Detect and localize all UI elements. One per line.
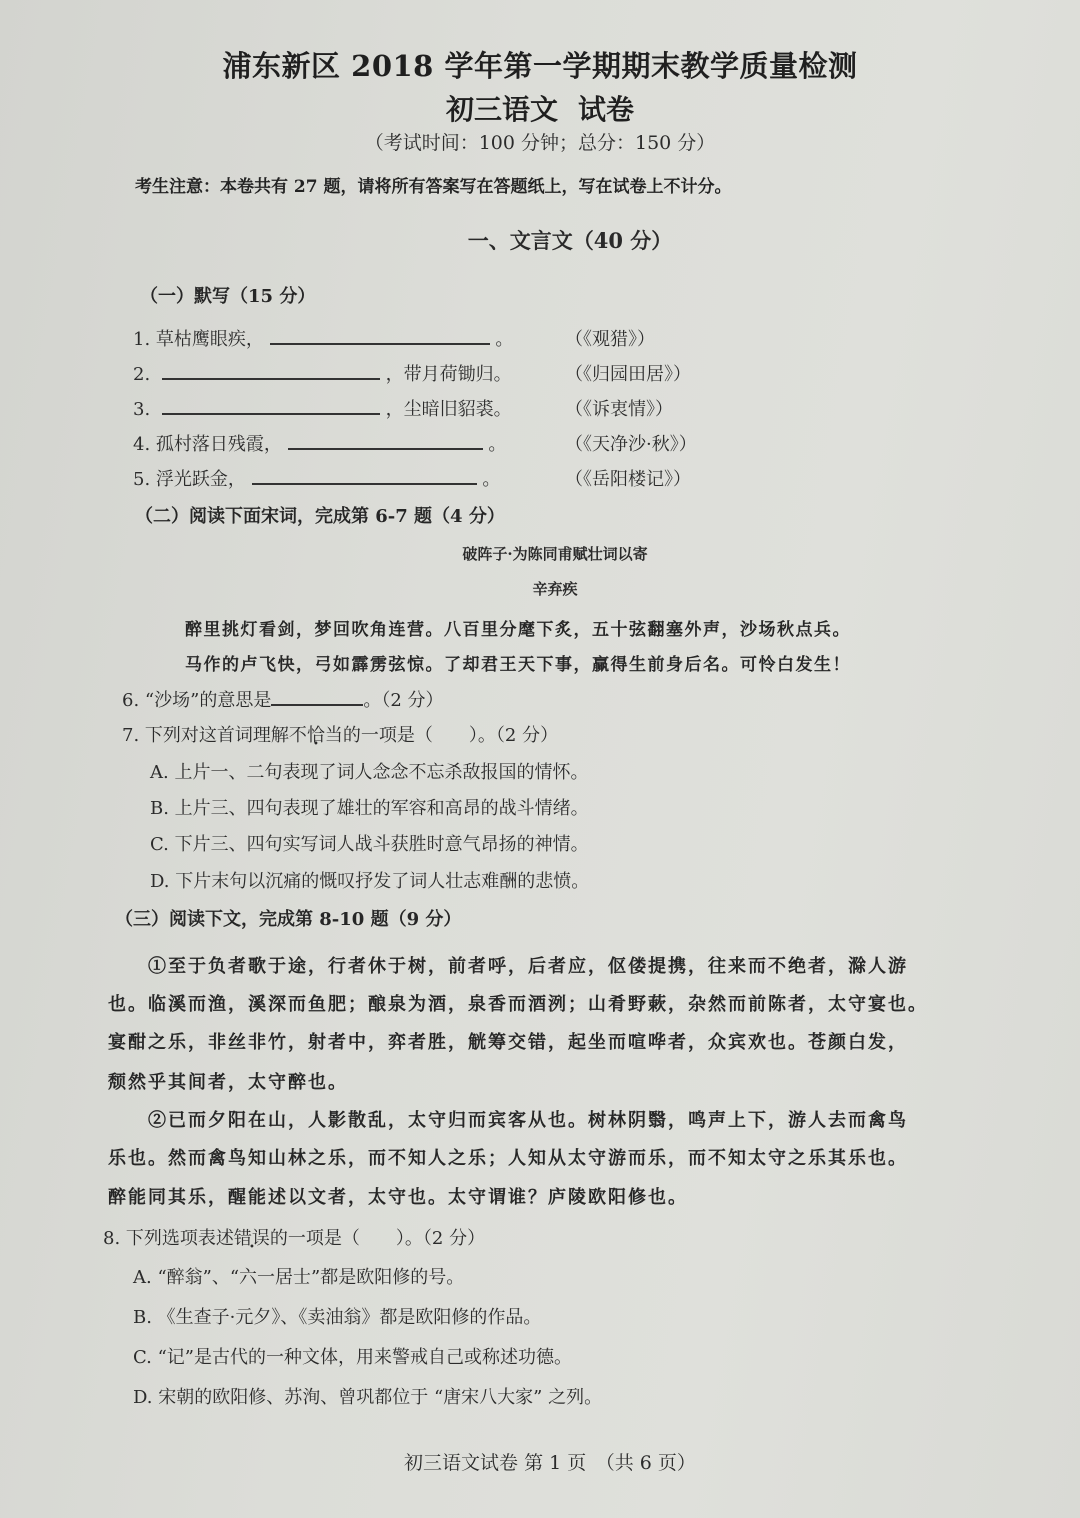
passage-line: ②已而夕阳在山，人影散乱，太守归而宾客从也。树林阴翳，鸣声上下，游人去而禽鸟	[148, 1110, 908, 1131]
passage-line: 乐也。然而禽鸟知山林之乐，而不知人之乐；人知从太守游而乐，而不知太守之乐其乐也。	[108, 1148, 908, 1169]
passage-line: 宴酣之乐，非丝非竹，射者中，弈者胜，觥筹交错，起坐而喧哗者，众宾欢也。苍颜白发，	[108, 1032, 908, 1053]
answer-blank	[162, 362, 380, 380]
poem-author: 辛弃疾	[532, 580, 578, 598]
answer-blank	[162, 397, 380, 415]
poem-line: 马作的卢飞快，弓如霹雳弦惊。了却君王天下事，赢得生前身后名。可怜白发生！	[185, 655, 851, 675]
passage-line: ①至于负者歌于途，行者休于树，前者呼，后者应，伛偻提携，往来而不绝者，滁人游	[148, 956, 908, 977]
source: （《岳阳楼记》）	[565, 469, 691, 490]
dictation-item-4: 4. 孤村落日残霞， 。	[133, 434, 507, 455]
option-b: B. 《生查子·元夕》、《卖油翁》都是欧阳修的作品。	[133, 1307, 542, 1328]
option-d: D. 下片末句以沉痛的慨叹抒发了词人壮志难酬的悲愤。	[150, 871, 590, 892]
answer-blank	[288, 432, 483, 450]
question-8: 8. 下列选项表述错误的一项是（ ）。（2 分）	[103, 1228, 486, 1249]
candidate-notice: 考生注意：本卷共有 27 题，请将所有答案写在答题纸上，写在试卷上不计分。	[135, 177, 732, 197]
emphasized-text: 不恰当	[288, 725, 343, 746]
answer-blank	[271, 688, 363, 706]
paper-label: 试卷	[578, 93, 635, 126]
dictation-item-5: 5. 浮光跃金， 。	[133, 469, 501, 490]
poem-title: 破阵子·为陈同甫赋壮词以寄	[462, 545, 648, 563]
exam-title: 浦东新区 2018 学年第一学期期末教学质量检测	[222, 49, 858, 83]
source: （《天净沙·秋》）	[565, 434, 697, 455]
passage-line: 颓然乎其间者，太守醉也。	[108, 1072, 348, 1093]
option-c: C. “记”是古代的一种文体，用来警戒自己或称述功德。	[133, 1347, 572, 1368]
page-footer: 初三语文试卷 第 1 页 （共 6 页）	[404, 1452, 696, 1474]
passage-line: 也。临溪而渔，溪深而鱼肥；酿泉为酒，泉香而酒洌；山肴野蔌，杂然而前陈者，太守宴也。	[108, 994, 928, 1015]
option-b: B. 上片三、四句表现了雄壮的军容和高昂的战斗情绪。	[150, 798, 589, 819]
part3-heading: （三）阅读下文，完成第 8-10 题（9 分）	[115, 909, 462, 930]
option-c: C. 下片三、四句实写词人战斗获胜时意气昂扬的神情。	[150, 834, 589, 855]
dictation-item-3: 3. ，尘暗旧貂裘。	[133, 399, 512, 420]
emphasized-text: 错误	[233, 1228, 270, 1249]
source: （《归园田居》）	[565, 364, 691, 385]
question-7: 7. 下列对这首词理解不恰当的一项是（ ）。（2 分）	[122, 725, 559, 746]
option-d: D. 宋朝的欧阳修、苏洵、曾巩都位于 “唐宋八大家” 之列。	[133, 1387, 603, 1408]
subject-label: 初三语文	[445, 93, 558, 126]
question-6: 6. “沙场”的意思是 。（2 分）	[122, 690, 444, 711]
exam-subtitle	[0, 88, 1080, 128]
passage-line: 醉能同其乐，醒能述以文者，太守也。太守谓谁？庐陵欧阳修也。	[108, 1187, 688, 1208]
poem-line: 醉里挑灯看剑，梦回吹角连营。八百里分麾下炙，五十弦翻塞外声，沙场秋点兵。	[185, 620, 851, 640]
section-title: 一、文言文（40 分）	[467, 228, 673, 253]
source: （《诉衷情》）	[565, 399, 673, 420]
dictation-item-2: 2. ，带月荷锄归。	[133, 364, 512, 385]
source: （《观猎》）	[565, 329, 655, 350]
answer-blank	[252, 467, 477, 485]
part2-heading: （二）阅读下面宋词，完成第 6-7 题（4 分）	[135, 506, 505, 527]
exam-info: （考试时间：100 分钟；总分：150 分）	[364, 132, 716, 154]
option-a: A. “醉翁”、“六一居士”都是欧阳修的号。	[133, 1267, 465, 1288]
part1-heading: （一）默写（15 分）	[140, 286, 316, 307]
dictation-item-1: 1. 草枯鹰眼疾， 。	[133, 329, 514, 350]
option-a: A. 上片一、二句表现了词人念念不忘杀敌报国的情怀。	[150, 762, 589, 783]
answer-blank	[270, 327, 490, 345]
